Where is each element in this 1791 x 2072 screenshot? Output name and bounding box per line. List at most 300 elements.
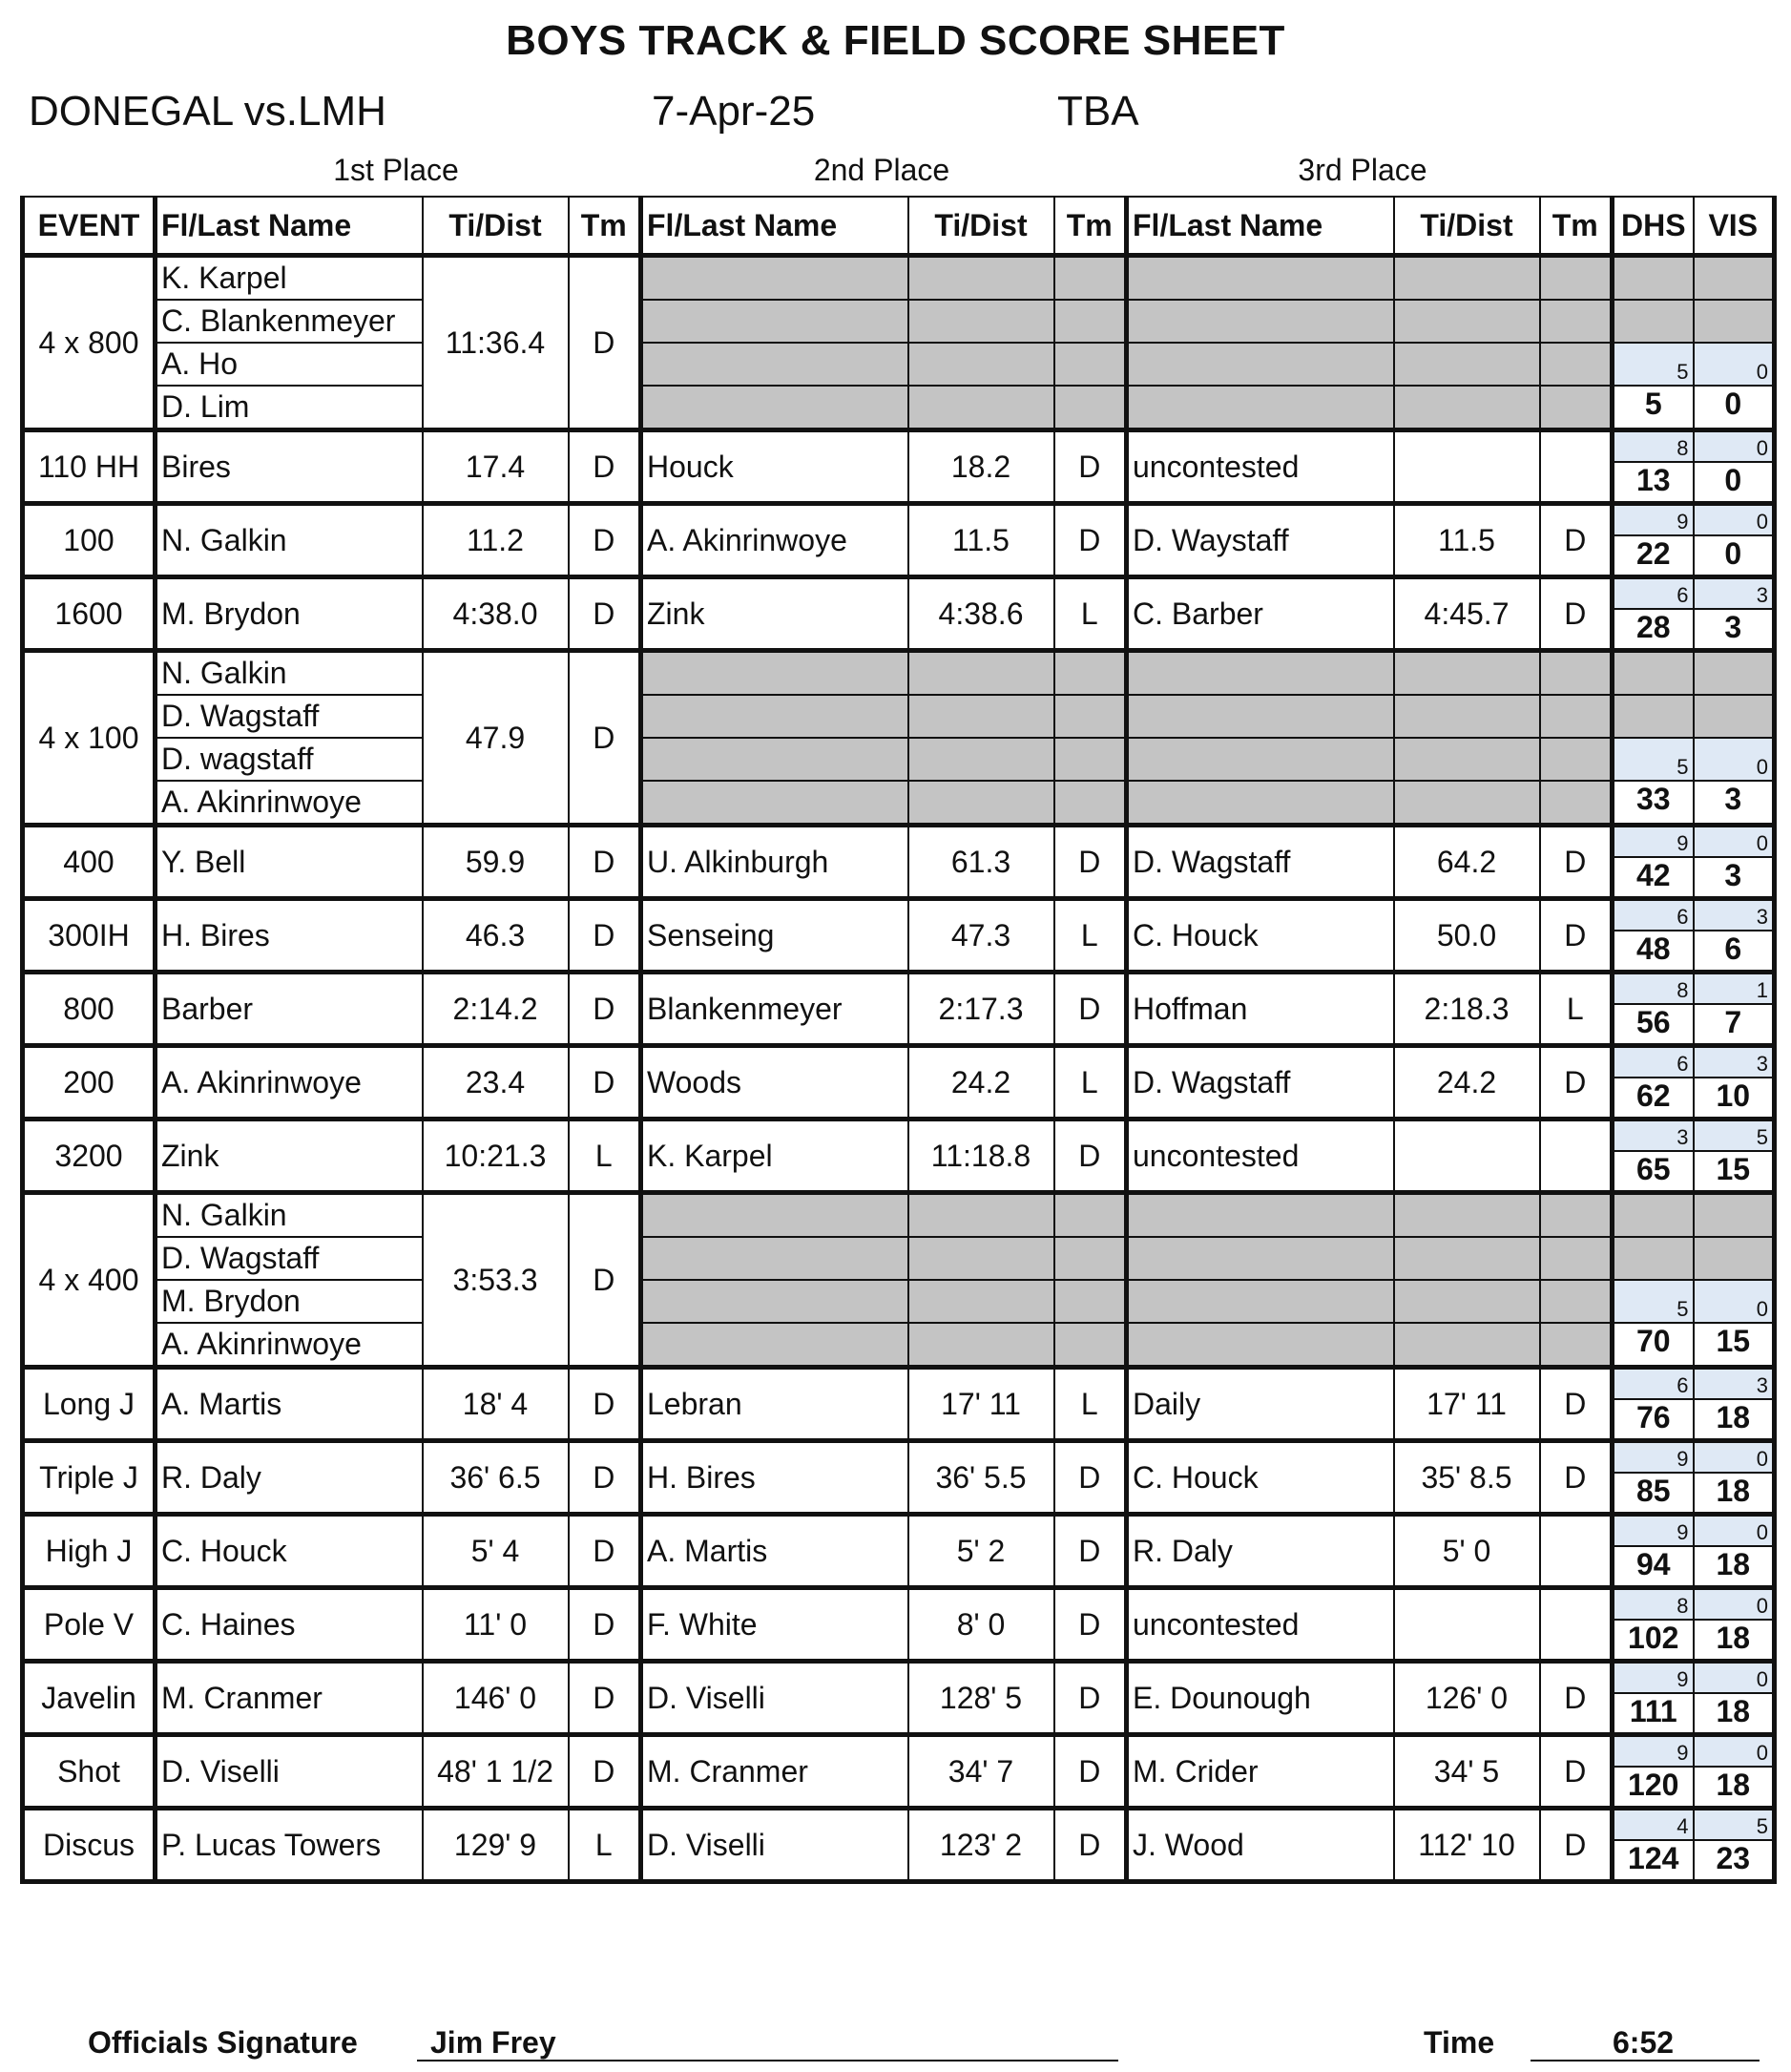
- team-2nd: D: [1054, 1588, 1127, 1662]
- blank-cell: [1694, 1237, 1775, 1280]
- vis-total: 7: [1694, 1004, 1775, 1046]
- event-name: 800: [23, 973, 156, 1046]
- athlete-1st: H. Bires: [156, 899, 423, 973]
- col-dhs: DHS: [1613, 197, 1694, 256]
- blank-cell: [1540, 781, 1613, 826]
- dhs-points: 9: [1613, 1735, 1694, 1768]
- time-label: Time: [1424, 2025, 1495, 2060]
- blank-cell: [641, 300, 908, 343]
- dhs-points: 8: [1613, 973, 1694, 1005]
- blank-cell: [1540, 256, 1613, 301]
- event-name: High J: [23, 1515, 156, 1588]
- vis-points: 0: [1694, 343, 1775, 386]
- blank-cell: [1394, 651, 1540, 696]
- event-row: [23, 1323, 1775, 1368]
- dhs-total: 42: [1613, 857, 1694, 899]
- blank-cell: [908, 256, 1054, 301]
- blank-cell: [1394, 1237, 1540, 1280]
- vis-total: 18: [1694, 1620, 1775, 1662]
- blank-cell: [641, 738, 908, 781]
- event-name: 100: [23, 504, 156, 577]
- vis-total: 23: [1694, 1840, 1775, 1882]
- event-row: [23, 1662, 1775, 1694]
- event-row: [23, 504, 1775, 536]
- team-2nd: D: [1054, 1735, 1127, 1809]
- vis-total: 0: [1694, 462, 1775, 504]
- vis-total: 3: [1694, 609, 1775, 651]
- result-1st: 48' 1 1/2: [423, 1735, 569, 1809]
- blank-cell: [1054, 1323, 1127, 1368]
- team-1st: D: [569, 651, 641, 826]
- event-name: 200: [23, 1046, 156, 1120]
- blank-cell: [1540, 343, 1613, 386]
- vis-points: 0: [1694, 1515, 1775, 1547]
- vis-total: 18: [1694, 1546, 1775, 1588]
- blank-cell: [1613, 1237, 1694, 1280]
- result-2nd: 128' 5: [908, 1662, 1054, 1735]
- team-2nd: D: [1054, 504, 1127, 577]
- vis-points: 3: [1694, 1368, 1775, 1400]
- team-2nd: D: [1054, 826, 1127, 899]
- athlete-3rd: uncontested: [1127, 1120, 1394, 1193]
- athlete-2nd: F. White: [641, 1588, 908, 1662]
- event-row: [23, 300, 1775, 343]
- blank-cell: [1127, 343, 1394, 386]
- team-2nd: D: [1054, 1120, 1127, 1193]
- blank-cell: [1127, 695, 1394, 738]
- dhs-total: 65: [1613, 1151, 1694, 1193]
- athlete-1st: P. Lucas Towers: [156, 1809, 423, 1882]
- blank-cell: [1127, 738, 1394, 781]
- team-2nd: L: [1054, 1046, 1127, 1120]
- event-row: [23, 1441, 1775, 1474]
- result-1st: 11:36.4: [423, 256, 569, 430]
- dhs-total: 85: [1613, 1473, 1694, 1515]
- event-row: [23, 899, 1775, 931]
- team-2nd: D: [1054, 1662, 1127, 1735]
- event-name: 110 HH: [23, 430, 156, 504]
- dhs-points: 6: [1613, 899, 1694, 931]
- blank-cell: [1394, 1323, 1540, 1368]
- blank-cell: [1127, 781, 1394, 826]
- result-1st: 5' 4: [423, 1515, 569, 1588]
- sheet-title: BOYS TRACK & FIELD SCORE SHEET: [506, 17, 1285, 64]
- athlete-3rd: M. Crider: [1127, 1735, 1394, 1809]
- dhs-total: 28: [1613, 609, 1694, 651]
- place-header-3rd: 3rd Place: [1298, 153, 1427, 187]
- blank-cell: [1054, 256, 1127, 301]
- blank-cell: [1613, 256, 1694, 301]
- blank-cell: [1127, 300, 1394, 343]
- header-row: [23, 197, 1775, 256]
- vis-total: 15: [1694, 1151, 1775, 1193]
- dhs-total: 76: [1613, 1399, 1694, 1441]
- vis-points: 0: [1694, 430, 1775, 463]
- blank-cell: [908, 738, 1054, 781]
- signature-line: [417, 2060, 1118, 2062]
- blank-cell: [1394, 300, 1540, 343]
- dhs-points: 9: [1613, 504, 1694, 536]
- result-2nd: 11:18.8: [908, 1120, 1054, 1193]
- athlete-3rd: Hoffman: [1127, 973, 1394, 1046]
- event-row: [23, 1588, 1775, 1621]
- blank-cell: [1127, 651, 1394, 696]
- athlete-1st: Bires: [156, 430, 423, 504]
- dhs-total: 70: [1613, 1323, 1694, 1368]
- relay-runner: C. Blankenmeyer: [156, 300, 423, 343]
- blank-cell: [1540, 738, 1613, 781]
- athlete-2nd: Zink: [641, 577, 908, 651]
- blank-cell: [1694, 651, 1775, 696]
- event-row: [23, 1120, 1775, 1152]
- event-row: [23, 1046, 1775, 1078]
- vis-total: 18: [1694, 1693, 1775, 1735]
- event-row: [23, 386, 1775, 430]
- blank-cell: [1054, 343, 1127, 386]
- vis-total: 0: [1694, 386, 1775, 430]
- result-2nd: 24.2: [908, 1046, 1054, 1120]
- event-row: [23, 256, 1775, 301]
- dhs-total: 48: [1613, 931, 1694, 973]
- col-dist-2nd: Ti/Dist: [908, 197, 1054, 256]
- vis-total: 15: [1694, 1323, 1775, 1368]
- athlete-1st: Y. Bell: [156, 826, 423, 899]
- team-2nd: D: [1054, 973, 1127, 1046]
- blank-cell: [908, 1193, 1054, 1238]
- dhs-total: 94: [1613, 1546, 1694, 1588]
- dhs-points: 9: [1613, 1515, 1694, 1547]
- vis-total: 0: [1694, 535, 1775, 577]
- result-3rd: 126' 0: [1394, 1662, 1540, 1735]
- result-1st: 17.4: [423, 430, 569, 504]
- vis-points: 0: [1694, 1441, 1775, 1474]
- result-2nd: 11.5: [908, 504, 1054, 577]
- athlete-1st: C. Haines: [156, 1588, 423, 1662]
- dhs-total: 13: [1613, 462, 1694, 504]
- event-name: Triple J: [23, 1441, 156, 1515]
- athlete-2nd: D. Viselli: [641, 1809, 908, 1882]
- blank-cell: [1540, 1193, 1613, 1238]
- col-team-1st: Tm: [569, 197, 641, 256]
- blank-cell: [908, 781, 1054, 826]
- result-3rd: [1394, 1120, 1540, 1193]
- event-row: [23, 651, 1775, 696]
- result-3rd: 11.5: [1394, 504, 1540, 577]
- result-2nd: 2:17.3: [908, 973, 1054, 1046]
- blank-cell: [1394, 386, 1540, 430]
- team-1st: D: [569, 430, 641, 504]
- team-2nd: D: [1054, 430, 1127, 504]
- event-row: [23, 1237, 1775, 1280]
- result-3rd: 50.0: [1394, 899, 1540, 973]
- athlete-2nd: Woods: [641, 1046, 908, 1120]
- result-1st: 59.9: [423, 826, 569, 899]
- dhs-points: 4: [1613, 1809, 1694, 1841]
- team-3rd: [1540, 430, 1613, 504]
- result-1st: 3:53.3: [423, 1193, 569, 1368]
- athlete-1st: Barber: [156, 973, 423, 1046]
- athlete-1st: A. Akinrinwoye: [156, 1046, 423, 1120]
- vis-points: 3: [1694, 577, 1775, 610]
- athlete-1st: M. Brydon: [156, 577, 423, 651]
- blank-cell: [1613, 1193, 1694, 1238]
- result-2nd: 61.3: [908, 826, 1054, 899]
- team-2nd: L: [1054, 899, 1127, 973]
- blank-cell: [1127, 1237, 1394, 1280]
- blank-cell: [1694, 256, 1775, 301]
- blank-cell: [1394, 256, 1540, 301]
- team-3rd: D: [1540, 1735, 1613, 1809]
- vis-total: 18: [1694, 1473, 1775, 1515]
- blank-cell: [1613, 695, 1694, 738]
- meet-date: 7-Apr-25: [652, 88, 816, 135]
- col-name-2nd: Fl/Last Name: [641, 197, 908, 256]
- athlete-2nd: D. Viselli: [641, 1662, 908, 1735]
- team-1st: D: [569, 1588, 641, 1662]
- athlete-3rd: C. Barber: [1127, 577, 1394, 651]
- vis-points: 1: [1694, 973, 1775, 1005]
- team-1st: D: [569, 1046, 641, 1120]
- result-1st: 23.4: [423, 1046, 569, 1120]
- dhs-total: 102: [1613, 1620, 1694, 1662]
- result-2nd: 5' 2: [908, 1515, 1054, 1588]
- result-2nd: 18.2: [908, 430, 1054, 504]
- team-2nd: D: [1054, 1809, 1127, 1882]
- result-1st: 18' 4: [423, 1368, 569, 1441]
- vis-points: 0: [1694, 504, 1775, 536]
- blank-cell: [1054, 1237, 1127, 1280]
- blank-cell: [1540, 651, 1613, 696]
- athlete-1st: A. Martis: [156, 1368, 423, 1441]
- place-header-1st: 1st Place: [333, 153, 459, 187]
- blank-cell: [641, 695, 908, 738]
- blank-cell: [1394, 1280, 1540, 1323]
- athlete-2nd: Blankenmeyer: [641, 973, 908, 1046]
- blank-cell: [1540, 386, 1613, 430]
- result-3rd: 2:18.3: [1394, 973, 1540, 1046]
- blank-cell: [641, 1280, 908, 1323]
- team-1st: D: [569, 1515, 641, 1588]
- result-1st: 36' 6.5: [423, 1441, 569, 1515]
- blank-cell: [1127, 1323, 1394, 1368]
- result-1st: 129' 9: [423, 1809, 569, 1882]
- dhs-total: 111: [1613, 1693, 1694, 1735]
- team-3rd: D: [1540, 826, 1613, 899]
- result-2nd: 17' 11: [908, 1368, 1054, 1441]
- signature-label: Officials Signature: [88, 2025, 358, 2060]
- team-2nd: D: [1054, 1441, 1127, 1515]
- relay-runner: A. Akinrinwoye: [156, 781, 423, 826]
- result-2nd: 8' 0: [908, 1588, 1054, 1662]
- blank-cell: [1540, 1323, 1613, 1368]
- relay-runner: A. Ho: [156, 343, 423, 386]
- blank-cell: [1694, 300, 1775, 343]
- event-name: 4 x 100: [23, 651, 156, 826]
- dhs-points: 6: [1613, 1046, 1694, 1078]
- relay-runner: N. Galkin: [156, 651, 423, 696]
- blank-cell: [641, 386, 908, 430]
- dhs-total: 22: [1613, 535, 1694, 577]
- result-2nd: 4:38.6: [908, 577, 1054, 651]
- blank-cell: [641, 343, 908, 386]
- vis-points: 0: [1694, 1280, 1775, 1323]
- result-1st: 11' 0: [423, 1588, 569, 1662]
- blank-cell: [641, 1323, 908, 1368]
- event-name: 1600: [23, 577, 156, 651]
- team-2nd: L: [1054, 1368, 1127, 1441]
- dhs-points: 6: [1613, 577, 1694, 610]
- result-1st: 4:38.0: [423, 577, 569, 651]
- dhs-total: 56: [1613, 1004, 1694, 1046]
- event-name: 4 x 400: [23, 1193, 156, 1368]
- dhs-total: 5: [1613, 386, 1694, 430]
- relay-runner: K. Karpel: [156, 256, 423, 301]
- blank-cell: [641, 1237, 908, 1280]
- athlete-1st: D. Viselli: [156, 1735, 423, 1809]
- blank-cell: [908, 1323, 1054, 1368]
- athlete-2nd: H. Bires: [641, 1441, 908, 1515]
- athlete-3rd: J. Wood: [1127, 1809, 1394, 1882]
- event-row: [23, 973, 1775, 1005]
- relay-runner: M. Brydon: [156, 1280, 423, 1323]
- place-header-2nd: 2nd Place: [813, 153, 950, 187]
- relay-runner: A. Akinrinwoye: [156, 1323, 423, 1368]
- relay-runner: D. wagstaff: [156, 738, 423, 781]
- dhs-points: 8: [1613, 1588, 1694, 1621]
- team-1st: D: [569, 504, 641, 577]
- team-1st: D: [569, 1735, 641, 1809]
- blank-cell: [1613, 651, 1694, 696]
- event-name: Pole V: [23, 1588, 156, 1662]
- team-3rd: D: [1540, 577, 1613, 651]
- blank-cell: [1540, 1280, 1613, 1323]
- vis-points: 0: [1694, 1735, 1775, 1768]
- team-1st: D: [569, 256, 641, 430]
- team-3rd: [1540, 1588, 1613, 1662]
- blank-cell: [1054, 651, 1127, 696]
- event-row: [23, 1368, 1775, 1400]
- event-name: 300IH: [23, 899, 156, 973]
- vis-total: 3: [1694, 781, 1775, 826]
- blank-cell: [908, 300, 1054, 343]
- athlete-3rd: uncontested: [1127, 1588, 1394, 1662]
- athlete-3rd: D. Wagstaff: [1127, 1046, 1394, 1120]
- result-1st: 47.9: [423, 651, 569, 826]
- vis-points: 5: [1694, 1120, 1775, 1152]
- blank-cell: [1127, 1193, 1394, 1238]
- result-2nd: 36' 5.5: [908, 1441, 1054, 1515]
- result-1st: 10:21.3: [423, 1120, 569, 1193]
- col-dist-1st: Ti/Dist: [423, 197, 569, 256]
- athlete-2nd: A. Akinrinwoye: [641, 504, 908, 577]
- col-name-1st: Fl/Last Name: [156, 197, 423, 256]
- event-name: Long J: [23, 1368, 156, 1441]
- athlete-2nd: M. Cranmer: [641, 1735, 908, 1809]
- team-3rd: D: [1540, 1441, 1613, 1515]
- blank-cell: [1127, 386, 1394, 430]
- event-name: Discus: [23, 1809, 156, 1882]
- athlete-1st: N. Galkin: [156, 504, 423, 577]
- event-name: 3200: [23, 1120, 156, 1193]
- athlete-3rd: D. Waystaff: [1127, 504, 1394, 577]
- vis-points: 0: [1694, 1662, 1775, 1694]
- team-3rd: [1540, 1515, 1613, 1588]
- event-row: [23, 343, 1775, 386]
- meet-location: TBA: [1057, 88, 1139, 135]
- team-3rd: D: [1540, 1662, 1613, 1735]
- team-1st: D: [569, 1368, 641, 1441]
- athlete-3rd: E. Dounough: [1127, 1662, 1394, 1735]
- dhs-points: 5: [1613, 1280, 1694, 1323]
- blank-cell: [1694, 695, 1775, 738]
- athlete-3rd: R. Daly: [1127, 1515, 1394, 1588]
- score-table: [20, 196, 1777, 1884]
- event-row: [23, 577, 1775, 610]
- event-name: Javelin: [23, 1662, 156, 1735]
- blank-cell: [1613, 300, 1694, 343]
- blank-cell: [1540, 695, 1613, 738]
- blank-cell: [1540, 300, 1613, 343]
- blank-cell: [1127, 256, 1394, 301]
- team-2nd: D: [1054, 1515, 1127, 1588]
- dhs-points: 5: [1613, 343, 1694, 386]
- event-row: [23, 1280, 1775, 1323]
- athlete-3rd: uncontested: [1127, 430, 1394, 504]
- athlete-2nd: K. Karpel: [641, 1120, 908, 1193]
- result-2nd: 47.3: [908, 899, 1054, 973]
- athlete-1st: C. Houck: [156, 1515, 423, 1588]
- athlete-3rd: C. Houck: [1127, 1441, 1394, 1515]
- blank-cell: [908, 651, 1054, 696]
- blank-cell: [1054, 781, 1127, 826]
- relay-runner: N. Galkin: [156, 1193, 423, 1238]
- col-vis: VIS: [1694, 197, 1775, 256]
- team-3rd: L: [1540, 973, 1613, 1046]
- athlete-2nd: Senseing: [641, 899, 908, 973]
- col-dist-3rd: Ti/Dist: [1394, 197, 1540, 256]
- team-1st: D: [569, 899, 641, 973]
- vis-total: 3: [1694, 857, 1775, 899]
- blank-cell: [1394, 781, 1540, 826]
- result-1st: 146' 0: [423, 1662, 569, 1735]
- athlete-3rd: C. Houck: [1127, 899, 1394, 973]
- result-3rd: 64.2: [1394, 826, 1540, 899]
- event-row: [23, 826, 1775, 858]
- event-row: [23, 1193, 1775, 1238]
- blank-cell: [908, 386, 1054, 430]
- blank-cell: [1394, 343, 1540, 386]
- dhs-points: 9: [1613, 1662, 1694, 1694]
- dhs-total: 33: [1613, 781, 1694, 826]
- dhs-points: 6: [1613, 1368, 1694, 1400]
- vis-total: 18: [1694, 1767, 1775, 1809]
- event-row: [23, 430, 1775, 463]
- athlete-1st: Zink: [156, 1120, 423, 1193]
- blank-cell: [641, 1193, 908, 1238]
- dhs-points: 3: [1613, 1120, 1694, 1152]
- result-3rd: 112' 10: [1394, 1809, 1540, 1882]
- vis-points: 3: [1694, 1046, 1775, 1078]
- result-3rd: 17' 11: [1394, 1368, 1540, 1441]
- athlete-2nd: A. Martis: [641, 1515, 908, 1588]
- blank-cell: [908, 695, 1054, 738]
- col-team-2nd: Tm: [1054, 197, 1127, 256]
- dhs-points: 5: [1613, 738, 1694, 781]
- blank-cell: [908, 1237, 1054, 1280]
- athlete-1st: M. Cranmer: [156, 1662, 423, 1735]
- blank-cell: [1394, 695, 1540, 738]
- team-1st: D: [569, 577, 641, 651]
